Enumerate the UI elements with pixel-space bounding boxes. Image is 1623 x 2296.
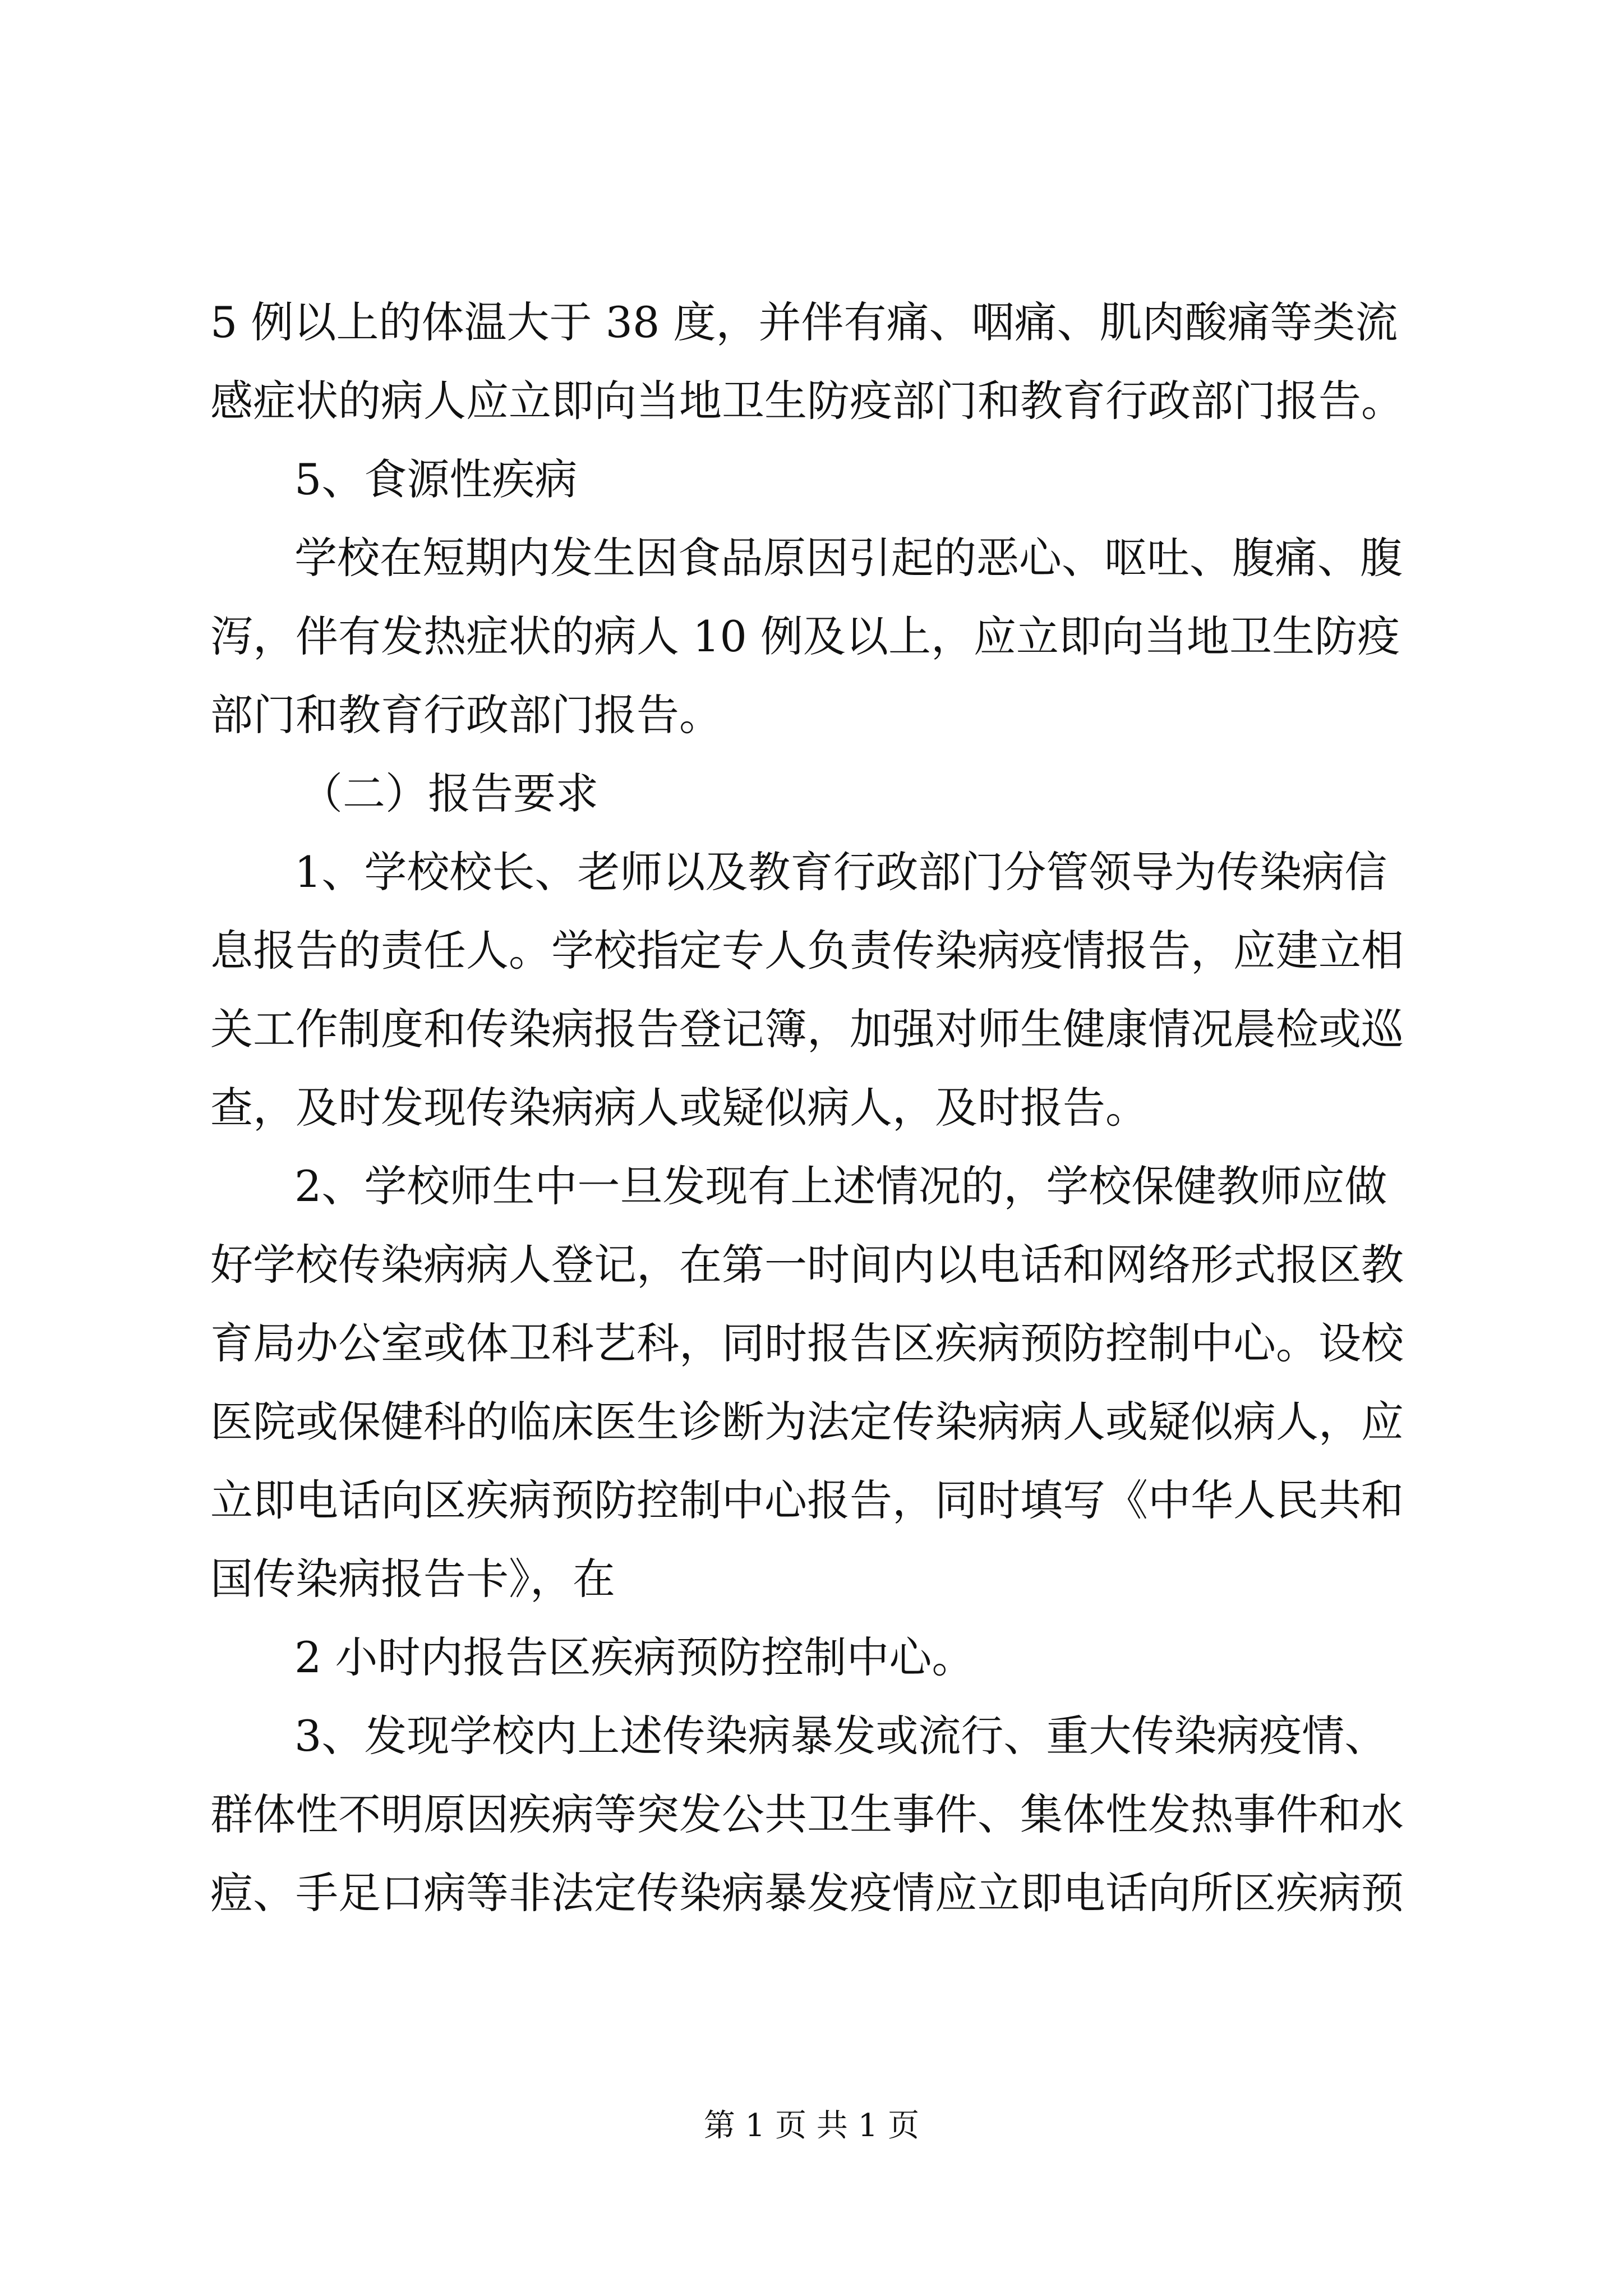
- page-number-footer: 第 1 页 共 1 页: [703, 2108, 920, 2144]
- text-line: 部门和教育行政部门报告。: [210, 690, 722, 740]
- section-heading: 5、食源性疾病: [294, 454, 578, 504]
- text-line: 立即电话向区疾病预防控制中心报告，同时填写《中华人民共和: [210, 1475, 1404, 1525]
- text-line: 好学校传染病病人登记，在第一时间内以电话和网络形式报区教: [210, 1240, 1404, 1290]
- text-line: 1、学校校长、老师以及教育行政部门分管领导为传染病信: [294, 847, 1387, 897]
- text-line: 查，及时发现传染病病人或疑似病人，及时报告。: [210, 1083, 1148, 1133]
- text-line: 2 小时内报告区疾病预防控制中心。: [294, 1632, 975, 1682]
- text-line: 息报告的责任人。学校指定专人负责传染病疫情报告，应建立相: [210, 926, 1404, 976]
- text-line: 5 例以上的体温大于 38 度，并伴有痛、咽痛、肌肉酸痛等类流: [210, 297, 1398, 347]
- text-line: 群体性不明原因疾病等突发公共卫生事件、集体性发热事件和水: [210, 1789, 1404, 1839]
- text-line: 泻，伴有发热症状的病人 10 例及以上，应立即向当地卫生防疫: [210, 611, 1400, 661]
- text-line: 医院或保健科的临床医生诊断为法定传染病病人或疑似病人，应: [210, 1397, 1404, 1447]
- text-line: 关工作制度和传染病报告登记簿，加强对师生健康情况晨检或巡: [210, 1004, 1404, 1054]
- text-line: 国传染病报告卡》，在: [210, 1554, 615, 1604]
- text-line: 学校在短期内发生因食品原因引起的恶心、呕吐、腹痛、腹: [294, 533, 1403, 583]
- text-line: 感症状的病人应立即向当地卫生防疫部门和教育行政部门报告。: [210, 376, 1404, 426]
- text-line: 育局办公室或体卫科艺科，同时报告区疾病预防控制中心。设校: [210, 1318, 1404, 1368]
- text-line: 2、学校师生中一旦发现有上述情况的，学校保健教师应做: [294, 1161, 1387, 1211]
- section-heading: （二）报告要求: [300, 769, 598, 818]
- text-line: 3、发现学校内上述传染病暴发或流行、重大传染病疫情、: [294, 1711, 1387, 1761]
- text-line: 痘、手足口病等非法定传染病暴发疫情应立即电话向所区疾病预: [210, 1868, 1404, 1918]
